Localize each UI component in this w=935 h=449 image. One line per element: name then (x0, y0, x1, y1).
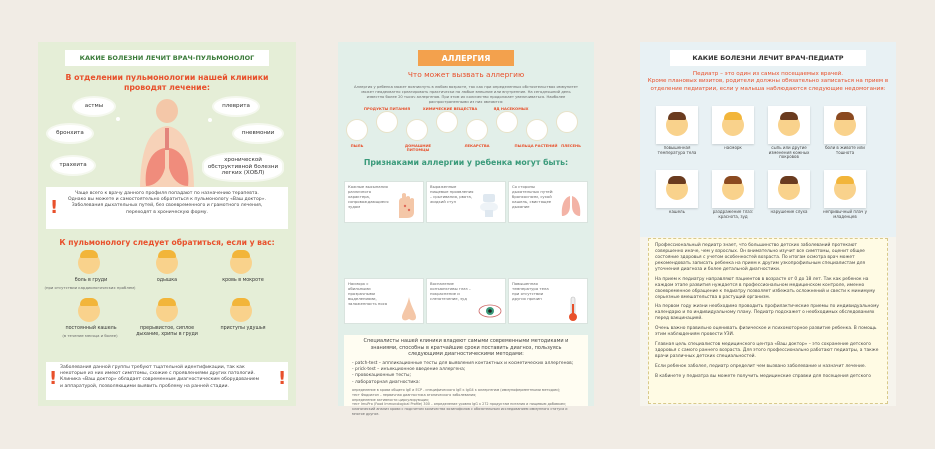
allergy-signs-title: Признаками аллергии у ребенка могут быть: (363, 158, 569, 167)
lab-list: определение в крови общего IgE и ECP - специфического IgE к IgG4 к аллергенам (иммуноферментными методом); тест Фадиатоп – первичная диагностика атопического заболевания; определение активности циркулирующих; тест ImuPro (Food Immunological Profile) 300 – определение уровня IgG к 272 продуктам питания и пищевым добавкам; клинический анализ крови с подсчетом количества эозинофилов с обязательным исследованием иммунного статуса и многое другое. (352, 388, 568, 416)
child-face-icon (778, 114, 800, 136)
disease-cloud-pleuritis: плеврита (214, 98, 258, 115)
symptom-caption: насморк (724, 145, 742, 150)
symptom-note: (при отсутствии кардиологических проблем) (44, 285, 136, 290)
trigger-label: ПЛЕСЕНЬ (561, 144, 581, 148)
symptom-face-icon (156, 252, 178, 274)
hand-icon (395, 192, 419, 218)
pulmo-footer-box: ! ! Заболевания данной группы требуют тщательной идентификации, так как некоторые из них имеют симптомы, схожие с проявлениями других патологий. Клиника «Ваш доктор» обладает современным диагностическим оборудованием и аппаратурой, позволяющими выявить проблему на ранней стадии. (46, 362, 288, 400)
symptom-card (656, 170, 698, 208)
exclamation-icon: ! (50, 197, 59, 218)
symptom-card (824, 170, 866, 208)
symptom-label: прерывистое, сиплое дыхание, хрипы в груди (136, 326, 198, 337)
paragraph: Профессиональный педиатр знает, что большинство детских заболеваний протекают совершенно иначе, чем у взрослых. Он внимательно изучит все симптомы, оценит общее состояние здоровья с учетом особенностей возраста. По итогам осмотра врач может рекомендовать записать ребенка на прием к другим узкопрофильным специалистам для уточнения диагноза и более детальной диагностики. (655, 243, 866, 272)
lungs-illustration (130, 98, 204, 190)
toilet-icon (477, 192, 501, 218)
child-face-icon (666, 178, 688, 200)
symptom-caption: непривычный плач у младенцев (823, 209, 867, 219)
trigger-label: ДОМАШНИЕ ПИТОМЦЫ (404, 144, 432, 152)
symptom-card (768, 106, 810, 144)
child-face-icon (666, 114, 688, 136)
child-face-icon (722, 114, 744, 136)
symptom-caption: повышенная температура тела (657, 145, 697, 155)
disease-cloud-tracheitis: трахеита (52, 157, 94, 174)
allergy-intro: Аллергия у ребенка может возникнуть в любом возрасте, так как при определенных обстоятельствах иммунитет может неадекватно среагировать практически на любые внешние или внутренние. На сегодняшний день известно более 20 тысяч аллергенов. При этом их количество продолжает увеличиваться. Наиболее распространенными из них являются: (353, 85, 579, 104)
allergy-title-ribbon (418, 50, 514, 66)
disease-cloud-bronchitis: бронхита (48, 125, 92, 142)
symptom-face-icon (78, 300, 100, 322)
paragraph: Если ребенок заболел, педиатр определит чем вызвано заболевание и назначит лечение. (655, 363, 866, 369)
pulmo-title: КАКИЕ БОЛЕЗНИ ЛЕЧИТ ВРАЧ-ПУЛЬМОНОЛОГ (79, 54, 255, 62)
mold-icon (556, 111, 578, 133)
paragraph: В кабинете у педиатра вы можете получить медицинские справки для посещения детского (655, 373, 871, 379)
disease-cloud-asthma: астмы (74, 98, 114, 115)
trigger-label: ЛЕКАРСТВА (464, 144, 490, 148)
pediatr-text-box (648, 238, 888, 404)
thermometer-icon (568, 296, 578, 322)
exclamation-icon: ! (49, 368, 58, 389)
symptom-caption: нарушение слуха (770, 209, 808, 214)
trigger-label: ХИМИЧЕСКИЕ ВЕЩЕСТВА (422, 107, 478, 111)
symptom-caption: боли в животе или тошнота (825, 145, 865, 155)
sign-cell: Повышенная температура тела при отсутствии других причин (508, 278, 588, 324)
poster-allergy (338, 42, 594, 416)
lungs-icon (559, 192, 583, 218)
symptom-label: приступы удушья (220, 326, 266, 331)
pets-icon (406, 119, 428, 141)
symptom-face-icon (156, 300, 178, 322)
eye-icon (478, 304, 502, 318)
child-face-icon (722, 178, 744, 200)
pediatr-title: КАКИЕ БОЛЕЗНИ ЛЕЧИТ ВРАЧ-ПЕДИАТР (692, 54, 844, 62)
trigger-label: ПРОДУКТЫ ПИТАНИЯ (363, 107, 411, 111)
symptom-face-icon (78, 252, 100, 274)
sign-cell: Воспаление конъюнктивы глаз – покраснение и слезотечение, зуд (426, 278, 506, 324)
medicine-icon (466, 119, 488, 141)
test-list: - patch-test – аппликационные тесты для выявления контактных и косметических аллергенов; - prick-test – инъекционное введение аллергена; - провокационные тесты; - лабораторная диагностика: (352, 360, 574, 385)
symptom-caption: сыпь или другие изменения кожных покровов (768, 145, 810, 160)
symptom-card (712, 170, 754, 208)
sign-cell: Со стороны дыхательных путей: бронхоспазм, сухой кашель, свистящее дыхание (508, 181, 588, 223)
allergy-cause-title: Что может вызвать аллергию (407, 70, 525, 79)
disease-cloud-pneumonia: пневмонии (234, 125, 282, 142)
symptom-face-icon (230, 252, 252, 274)
symptom-caption: кашель (669, 209, 685, 214)
symptom-card (712, 106, 754, 144)
trigger-label: ЯД НАСЕКОМЫХ (493, 107, 529, 111)
dust-icon (346, 119, 368, 141)
pulmo-title-ribbon (65, 50, 269, 66)
child-face-icon (778, 178, 800, 200)
pediatr-lead: Педиатр – это один из самых посещаемых врачей. Кроме плановых визитов, родители должны обязательно записаться на прием в отделение педиатрии, если у малыша наблюдаются следующие недомогания: (647, 71, 889, 92)
sign-cell: Кожные высыпания различного характера, сопровождающиеся зудом (344, 181, 424, 223)
symptom-face-icon (230, 300, 252, 322)
pulmo-subtitle: В отделении пульмонологии нашей клиники проводят лечение: (65, 73, 269, 92)
child-face-icon (834, 178, 856, 200)
poster-pediatrician (640, 42, 896, 406)
poster-pulmonologist (38, 42, 296, 406)
sign-cell: Выраженные пищевые проявления – срыгивания, рвота, жидкий стул (426, 181, 506, 223)
nose-icon (398, 297, 420, 323)
allergy-methods-box (344, 335, 588, 416)
allergy-title: АЛЛЕРГИЯ (441, 53, 491, 63)
symptom-caption: раздражение глаз: краснота, зуд (712, 209, 754, 219)
pulmo-when-title: К пульмонологу следует обратиться, если у вас: (59, 238, 275, 247)
paragraph: Главная цель специалистов медицинского центра «Ваш доктор» – это сохранение детского здоровья с самого раннего возраста. Для этого профессионально работают педиатры, а также врачи различных детских специальностей. (655, 342, 879, 359)
exclamation-icon: ! (278, 368, 287, 389)
child-face-icon (834, 114, 856, 136)
cloud-dot (116, 117, 120, 121)
pediatr-title-ribbon (670, 50, 866, 66)
symptom-card (656, 106, 698, 144)
symptom-note: (в течение месяца и более) (62, 333, 118, 338)
sign-cell: Насморк с обильными прозрачными выделениями, заложенность носа (344, 278, 424, 324)
pulmo-info-box: ! Чаще всего к врачу данного профиля попадают по назначению терапевта. Однако вы можете и самостоятельно обратиться к пульмонологу «Ваш доктор». Заболевания дыхательных путей, без своевременного и грамотного лечения, переходят в хроническую форму. (46, 187, 288, 229)
trigger-label: ПЫЛЬ (350, 144, 364, 148)
symptom-label: постоянный кашель (65, 326, 117, 331)
disease-cloud-copd: хронической обструктивной болезни легких (ХОБЛ) (204, 154, 282, 180)
symptom-card (768, 170, 810, 208)
paragraph: На прием к педиатру направляют пациентов в возрасте от 0 до 18 лет. Так как ребенок на каждом этапе развития нуждается в профессиональном медицинском контроле, именно своевременное обращение к педиатру позволяет избежать осложнений и свести к минимуму серьезные вмешательства в растущий организм. (655, 276, 876, 300)
symptom-label: боль в груди (74, 278, 108, 283)
symptom-card (824, 106, 866, 144)
pollen-icon (526, 119, 548, 141)
symptom-label: одышка (156, 278, 178, 283)
chemicals-icon (436, 111, 458, 133)
cloud-dot (208, 118, 212, 122)
trigger-label: ПЫЛЬЦА РАСТЕНИЙ (514, 144, 558, 148)
paragraph: На первом году жизни необходимо проводить профилактические приемы по индивидуальному календарю и по индивидуальному плану. Педиатр подскажет о необходимых обследованиях перед вакцинацией. (655, 304, 879, 322)
methods-intro: Специалисты нашей клиники владеют самыми современными методиками и знаниями, способны в кратчайшие сроки поставить диагноз, пользуясь следующими диагностическими методами: (363, 338, 569, 357)
symptom-label: кровь в мокроте (222, 278, 264, 283)
insect-icon (496, 111, 518, 133)
paragraph: Очень важно правильно оценивать физическое и психомоторное развитие ребенка. В помощь этим наблюдениям провести УЗИ. (655, 326, 877, 338)
food-icon (376, 111, 398, 133)
